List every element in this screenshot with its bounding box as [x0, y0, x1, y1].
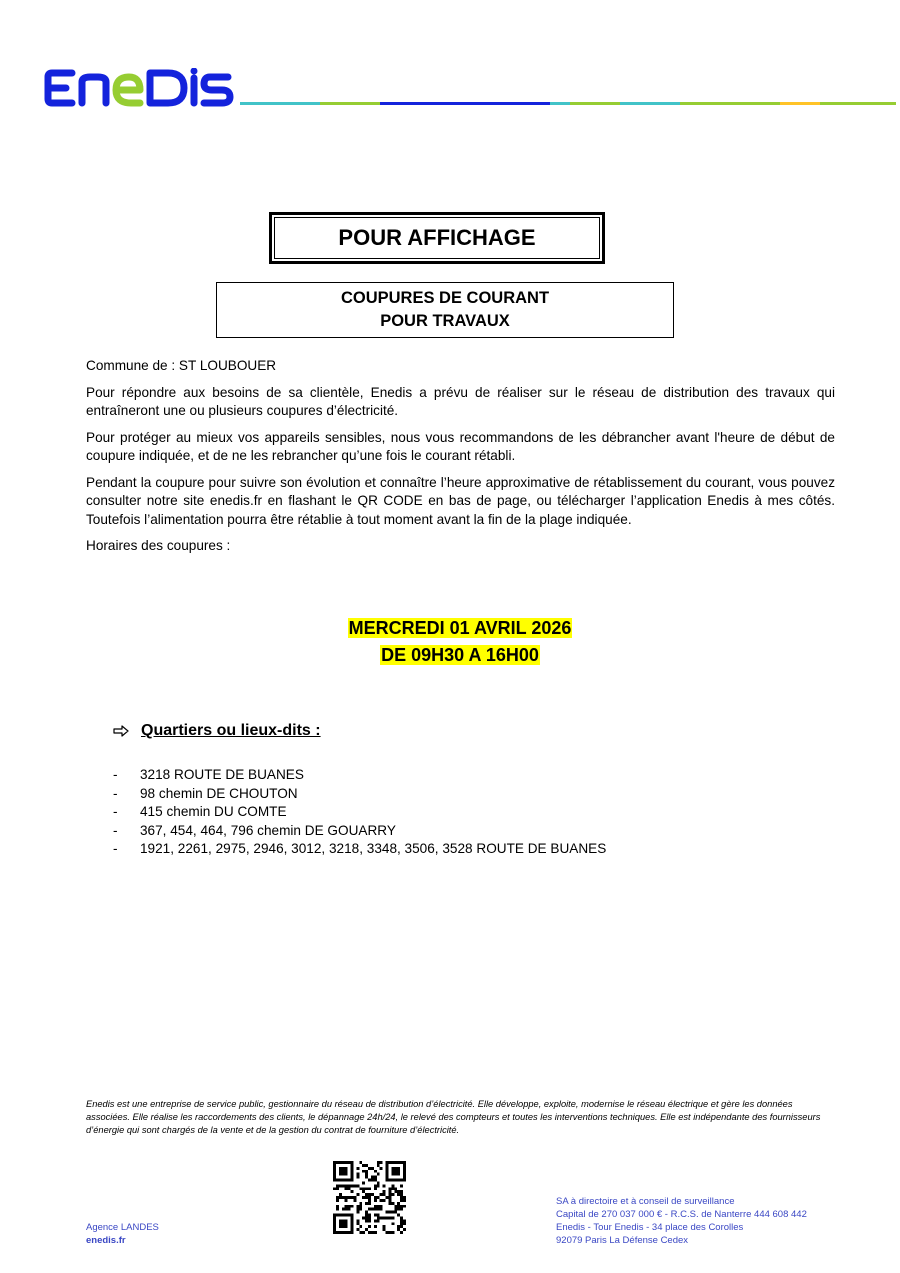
paragraph-clientele: Pour répondre aux besoins de sa clientèle, Enedis a prévu de réaliser sur le réseau de distribution des travaux qui entraîneront une ou plusieurs coupures d’électricité. — [86, 384, 835, 418]
outage-schedule — [0, 615, 900, 669]
location-text: 415 chemin DU COMTE — [140, 804, 287, 819]
locations-heading — [113, 722, 321, 740]
footer-note: Enedis est une entreprise de service public, gestionnaire du réseau de distribution d’électricité. Elle développe, exploite, modernise le réseau électrique et gère les données associées. Elle réalise les raccordements des clients, le dépannage 24h/24, le relevé des compteurs et toutes les interventions techniques. Elle est indépendante des fournisseurs d’énergie qui sont chargés de la vente et de la gestion du contrat de fourniture d’électricité. — [86, 1099, 821, 1135]
paragraph-protection: Pour protéger au mieux vos appareils sensibles, nous vous recommandons de les débrancher avant l'heure de début de coupure indiquée, et de ne les rebrancher qu’une fois le courant rétabli. — [86, 429, 835, 463]
location-text: 3218 ROUTE DE BUANES — [140, 767, 304, 782]
bullet-dash: - — [113, 767, 118, 782]
agency-name: Agence LANDES — [86, 1222, 159, 1233]
list-item — [113, 766, 606, 785]
locations-list — [113, 766, 606, 859]
website-link[interactable]: enedis.fr — [86, 1235, 126, 1246]
bullet-dash: - — [113, 804, 118, 819]
legal-line: SA à directoire et à conseil de surveillance — [556, 1196, 735, 1207]
list-item — [113, 822, 606, 841]
bullet-dash: - — [113, 822, 118, 838]
outage-time: DE 09H30 A 16H00 — [381, 645, 539, 665]
list-item — [113, 785, 606, 804]
list-item — [113, 840, 606, 859]
enedis-logo — [44, 68, 234, 108]
arrow-right-icon — [113, 725, 129, 737]
location-text: 98 chemin DE CHOUTON — [140, 785, 298, 801]
subtitle-line-2: POUR TRAVAUX — [380, 312, 510, 330]
legal-line: Capital de 270 037 000 € - R.C.S. de Nanterre 444 608 442 — [556, 1209, 807, 1220]
location-text: 367, 454, 464, 796 chemin DE GOUARRY — [140, 822, 396, 838]
page-title: POUR AFFICHAGE — [274, 217, 600, 259]
list-item — [113, 803, 606, 822]
schedule-intro: Horaires des coupures : — [86, 538, 231, 553]
title-box — [269, 212, 605, 264]
bullet-dash: - — [113, 785, 118, 801]
header-divider — [240, 101, 896, 106]
qr-code-icon[interactable] — [333, 1161, 406, 1234]
agency-block — [86, 1221, 159, 1247]
location-text: 1921, 2261, 2975, 2946, 3012, 3218, 3348, 3506, 3528 ROUTE DE BUANES — [140, 841, 607, 856]
outage-date: MERCREDI 01 AVRIL 2026 — [348, 618, 572, 638]
legal-block — [556, 1195, 807, 1247]
paragraph-suivi: Pendant la coupure pour suivre son évolution et connaître l’heure approximative de rétablissement du courant, vous pouvez consulter notre site enedis.fr en flashant le QR CODE en bas de page, ou télécharger l’application Enedis à mes côtés. Toutefois l’alimentation pourra être rétablie à tout moment avant la fin de la plage indiquée. — [86, 474, 835, 527]
legal-line: 92079 Paris La Défense Cedex — [556, 1235, 689, 1246]
bullet-dash: - — [113, 841, 118, 856]
subtitle-line-1: COUPURES DE COURANT — [340, 289, 550, 307]
locations-heading-label: Quartiers ou lieux-dits : — [141, 722, 321, 739]
subtitle-box — [216, 282, 674, 338]
notice-body — [86, 357, 835, 564]
commune-line: Commune de : ST LOUBOUER — [86, 358, 277, 373]
legal-line: Enedis - Tour Enedis - 34 place des Corolles — [556, 1222, 744, 1233]
